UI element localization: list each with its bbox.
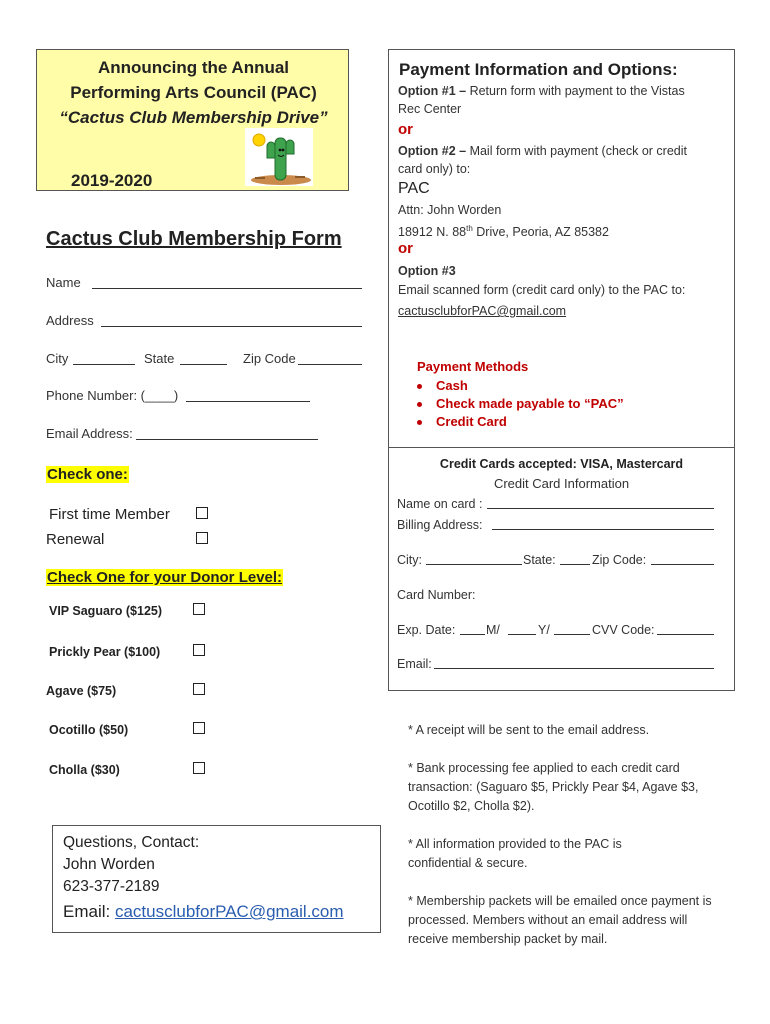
form-title: Cactus Club Membership Form — [46, 228, 342, 250]
cholla-checkbox[interactable] — [193, 762, 205, 774]
cc-info-heading: Credit Card Information — [493, 476, 630, 491]
option-2: Option #2 – Mail form with payment (check or credit card only) to: — [398, 144, 687, 176]
payment-box — [388, 49, 735, 691]
donor-level-prickly-pear: Prickly Pear ($100) — [49, 645, 161, 659]
method-check: Check made payable to “PAC” — [417, 396, 624, 411]
donor-level-ocotillo: Ocotillo ($50) — [49, 723, 129, 737]
contact-name: John Worden — [63, 856, 155, 873]
cc-zip-label: Zip Code: — [592, 553, 647, 567]
cc-email-label: Email: — [397, 657, 432, 671]
attn-line: Attn: John Worden — [398, 203, 502, 217]
contact-phone: 623-377-2189 — [63, 878, 160, 895]
cc-name-label: Name on card : — [397, 497, 483, 511]
cc-accepted: Credit Cards accepted: VISA, Mastercard — [439, 457, 684, 471]
mailing-address: 18912 N. 88th Drive, Peoria, AZ 85382 — [398, 224, 609, 240]
cactus-icon — [245, 128, 313, 186]
agave-checkbox[interactable] — [193, 683, 205, 695]
note-bank-fee: * Bank processing fee applied to each credit card transaction: (Saguaro $5, Prickly Pear $4, Agave $3, Ocotillo $2, Cholla $2). — [408, 761, 699, 813]
contact-box — [52, 825, 381, 933]
city-field[interactable] — [73, 351, 135, 365]
cc-state-label: State: — [523, 553, 556, 567]
cc-exp-year-field[interactable] — [508, 622, 536, 635]
state-field[interactable] — [180, 351, 227, 365]
announcement-line-2: Performing Arts Council (PAC) — [70, 83, 317, 102]
contact-heading: Questions, Contact: — [63, 834, 200, 851]
renewal-checkbox[interactable] — [196, 532, 208, 544]
cc-email-field[interactable] — [434, 656, 714, 669]
saguaro-checkbox[interactable] — [193, 603, 205, 615]
member-type-renewal: Renewal — [46, 531, 105, 548]
option-1: Option #1 – Return form with payment to the Vistas Rec Center — [398, 84, 685, 116]
cc-billing-label: Billing Address: — [397, 518, 483, 532]
note-receipt: * A receipt will be sent to the email address. — [408, 723, 650, 737]
cc-number-label: Card Number: — [397, 588, 476, 602]
donor-level-heading: Check One for your Donor Level: — [47, 569, 283, 586]
email-field[interactable] — [136, 426, 318, 440]
name-field[interactable] — [92, 275, 362, 289]
payment-methods — [417, 359, 624, 429]
or-1: or — [398, 121, 413, 138]
state-label: State — [144, 351, 175, 366]
prickly-pear-checkbox[interactable] — [193, 644, 205, 656]
announcement-line-1: Announcing the Annual — [97, 58, 290, 77]
cc-exp-month-field[interactable] — [460, 622, 485, 635]
contact-email-label: Email: — [63, 902, 115, 921]
donor-level-saguaro: VIP Saguaro ($125) — [49, 604, 163, 618]
note-membership-packets: * Membership packets will be emailed once payment is processed. Members without an email address will receive membership packet by mail. — [408, 894, 712, 946]
contact-email-link[interactable]: cactusclubforPAC@gmail.com — [114, 902, 344, 921]
cc-cvv-label: CVV Code: — [592, 623, 655, 637]
note-confidential: * All information provided to the PAC is confidential & secure. — [408, 837, 622, 870]
first-time-checkbox[interactable] — [196, 507, 208, 519]
announcement-box — [36, 49, 349, 191]
phone-field[interactable] — [186, 388, 310, 402]
name-label: Name — [46, 275, 81, 290]
city-label: City — [46, 351, 69, 366]
zip-label: Zip Code — [243, 351, 296, 366]
cc-city-field[interactable] — [426, 552, 522, 565]
donor-level-cholla: Cholla ($30) — [49, 763, 120, 777]
address-field[interactable] — [101, 313, 362, 327]
cc-m-label: M/ — [486, 623, 500, 637]
cc-exp-extra-field[interactable] — [554, 622, 590, 635]
announcement-line-3: “Cactus Club Membership Drive” — [59, 108, 328, 127]
zip-field[interactable] — [298, 351, 362, 365]
cc-y-label: Y/ — [538, 623, 550, 637]
option-3-label: Option #3 — [398, 264, 456, 278]
member-type-first-time: First time Member — [49, 506, 170, 523]
contact-email-row — [63, 901, 370, 923]
cc-city-label: City: — [397, 553, 422, 567]
or-2: or — [398, 240, 413, 257]
announcement-year: 2019-2020 — [71, 171, 153, 190]
check-one-heading: Check one: — [47, 466, 128, 483]
phone-label: Phone Number: (____) — [46, 388, 179, 403]
cc-state-field[interactable] — [560, 552, 590, 565]
cc-divider — [389, 447, 734, 448]
cc-exp-label: Exp. Date: — [397, 623, 456, 637]
pac-label: PAC — [398, 180, 430, 197]
ocotillo-checkbox[interactable] — [193, 722, 205, 734]
method-cash: Cash — [417, 378, 624, 393]
address-label: Address — [46, 313, 94, 328]
email-label: Email Address: — [46, 426, 133, 441]
donor-level-agave: Agave ($75) — [46, 684, 117, 698]
payment-title: Payment Information and Options: — [399, 60, 678, 79]
cc-zip-field[interactable] — [651, 552, 714, 565]
cc-billing-field[interactable] — [492, 517, 714, 530]
method-credit-card: Credit Card — [417, 414, 624, 429]
cc-cvv-field[interactable] — [657, 622, 714, 635]
cc-name-field[interactable] — [487, 496, 714, 509]
option-3-text: Email scanned form (credit card only) to the PAC to: — [398, 283, 686, 297]
payment-methods-title: Payment Methods — [417, 359, 529, 374]
option-3-email-link[interactable]: cactusclubforPAC@gmail.com — [398, 304, 567, 318]
name-row — [46, 275, 81, 290]
